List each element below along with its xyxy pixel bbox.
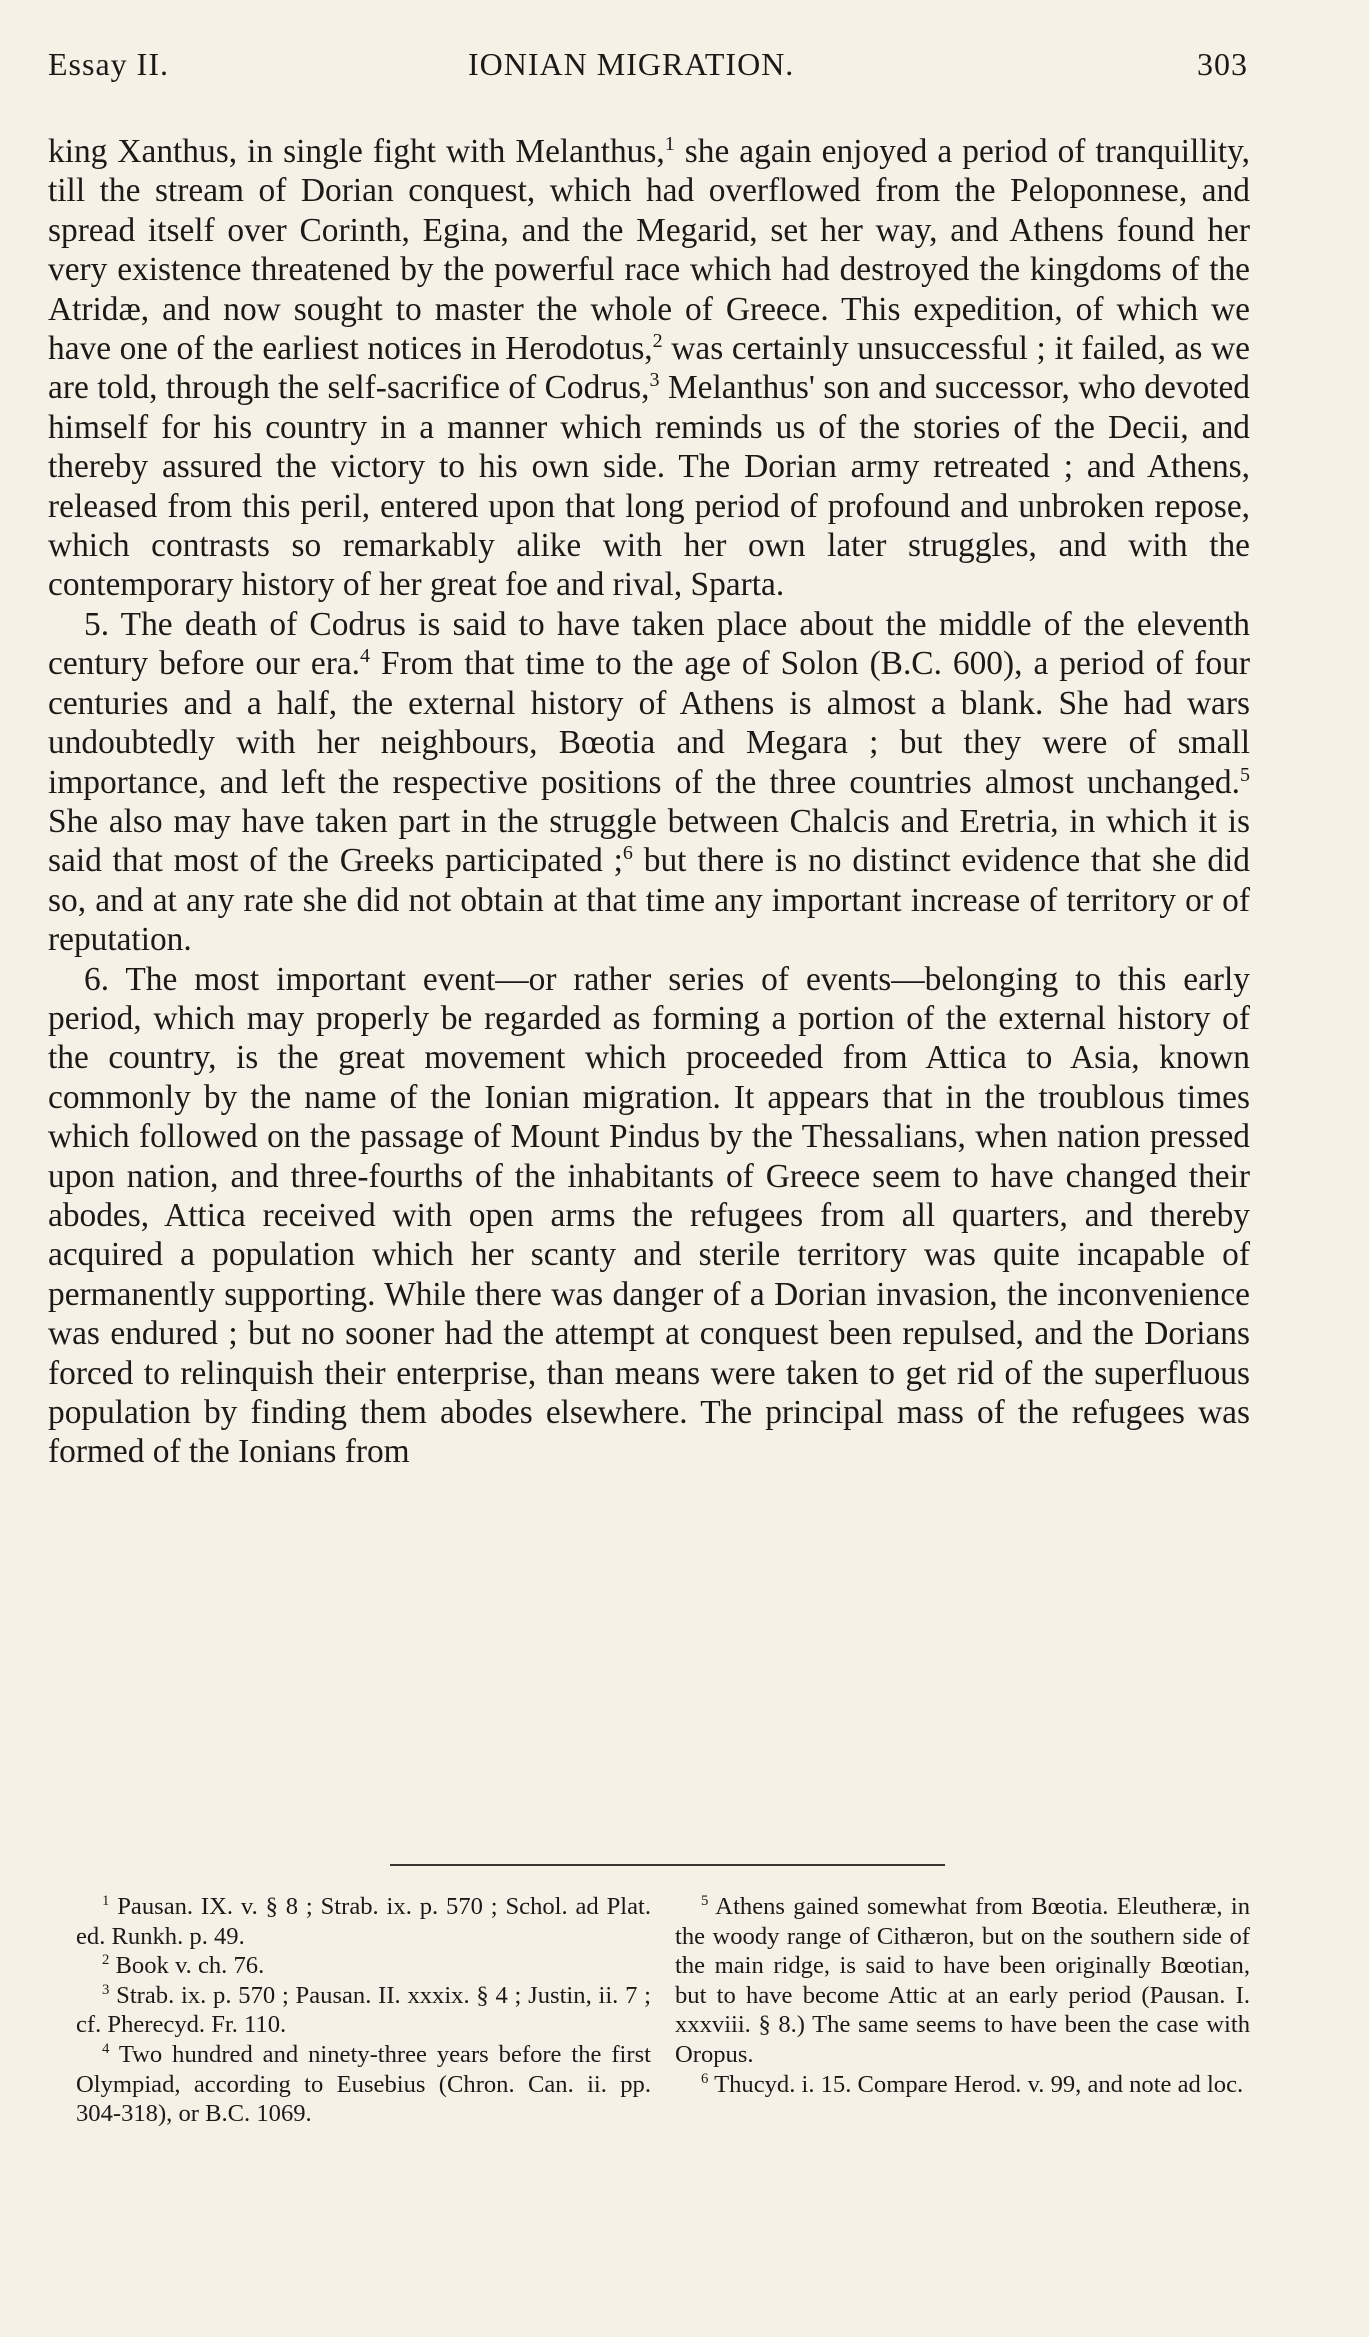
footnote-ref: 5 [1239,763,1250,786]
footnote-ref: 4 [360,645,371,668]
paragraph-continued [48,132,1250,605]
footnote-text: Two hundred and ninety-three years before the first Olympiad, according to Eusebius (Chron. Can. ii. pp. 304-318), or B.C. 1069. [76,2040,651,2128]
footnote-number: 2 [102,1952,110,1968]
footnote-ref: 3 [649,369,660,392]
text-run: 5. The death of Codrus is said to have taken place about the middle of the eleventh century before our era. [48,605,1250,683]
text-run: she again enjoyed a period of tranquillity, till the stream of Dorian conquest, which had overflowed from the Peloponnese, and spread itself over Corinth, Egina, and the Megarid, set her way, and Athens found her very existence threatened by the powerful race which had destroyed the kingdoms of the Atridæ, and now sought to master the whole of Greece. This expedition, of which we have one of the earliest notices in Herodotus, [48,133,1250,368]
footnote-ref: 6 [622,842,633,865]
footnotes-right-column [675,1892,1250,2099]
text-run: She also may have taken part in the struggle between Chalcis and Eretria, in which it is said that most of the Greeks participated ; [48,802,1250,880]
footnote-number: 4 [102,2040,110,2057]
footnote [675,1892,1250,2070]
text-run: Melanthus' son and successor, who devoted himself for his country in a manner which reminds us of the stories of the Decii, and thereby assured the victory to his own side. The Dorian army retreated ; and Athens, released from this peril, entered upon that long period of profound and unbroken repose, which contrasts so remarkably alike with her own later struggles, and with the contemporary history of her great foe and rival, Sparta. [48,369,1250,604]
text-run: king Xanthus, in single fight with Melanthus, [48,133,665,170]
footnote-number: 6 [701,2070,709,2087]
footnote-number: 1 [102,1892,110,1909]
running-head [48,46,1248,86]
paragraph-6: 6. The most important event—or rather series of events—belonging to this early period, which may properly be regarded as forming a portion of the external history of the country, is the great movement which proceeded from Attica to Asia, known commonly by the name of the Ionian migration. It appears that in the troublous times which followed on the passage of Mount Pindus by the Thessalians, when nation pressed upon nation, and three-fourths of the inhabitants of Greece seem to have changed their abodes, Attica received with open arms the refugees from all quarters, and thereby acquired a population which her scanty and sterile territory was quite incapable of permanently supporting. While there was danger of a Dorian invasion, the inconvenience was endured ; but no sooner had the attempt at conquest been repulsed, and the Dorians forced to relinquish their enterprise, than means were taken to get rid of the superfluous population by finding them abodes elsewhere. The principal mass of the refugees was formed of the Ionians from [48,960,1250,1471]
footnote-ref: 1 [664,132,675,155]
footnote-text: Athens gained somewhat from Bœotia. Eleutheræ, in the woody range of Cithæron, but on the southern side of the main ridge, is said to have been originally Bœotian, but to have become Attic at an early period (Pausan. I. xxxviii. § 8.) The same seems to have been the case with Oropus. [675,1893,1250,2068]
footnote-text: Book v. ch. 76. [109,1952,265,1980]
page-number: 303 [1197,46,1248,82]
footnote [76,1892,651,1951]
footnote [76,2040,651,2129]
footnote-text: Pausan. IX. v. § 8 ; Strab. ix. p. 570 ; Schol. ad Plat. ed. Runkh. p. 49. [76,1893,651,1950]
text-run: but there is no distinct evidence that she did so, and at any rate she did not obtain at that time any important increase of territory or of reputation. [48,842,1250,959]
footnote-number: 5 [701,1892,709,1909]
essay-label: Essay II. [48,46,169,82]
chapter-title: IONIAN MIGRATION. [468,46,795,82]
paragraph-5 [48,605,1250,960]
body-text [48,132,1250,1472]
footnote [675,2070,1250,2100]
footnote-text: Strab. ix. p. 570 ; Pausan. II. xxxix. § 4 ; Justin, ii. 7 ; cf. Pherecyd. Fr. 110. [76,1981,651,2039]
footnote-divider [390,1864,945,1866]
footnote-text: Thucyd. i. 15. Compare Herod. v. 99, and note ad loc. [708,2070,1244,2098]
footnote [76,1981,651,2040]
text-run: was certainly unsuccessful ; it failed, as we are told, through the self-sacrifice of Codrus, [48,330,1250,407]
footnote [76,1951,651,1981]
footnotes-left-column [76,1892,651,2129]
text-run: From that time to the age of Solon (B.C. 600), a period of four centuries and a half, the external history of Athens is almost a blank. She had wars undoubtedly with her neighbours, Bœotia and Megara ; but they were of small importance, and left the respective positions of the three countries almost unchanged. [48,645,1251,801]
footnote-ref: 2 [652,329,663,352]
footnote-number: 3 [102,1981,110,1998]
